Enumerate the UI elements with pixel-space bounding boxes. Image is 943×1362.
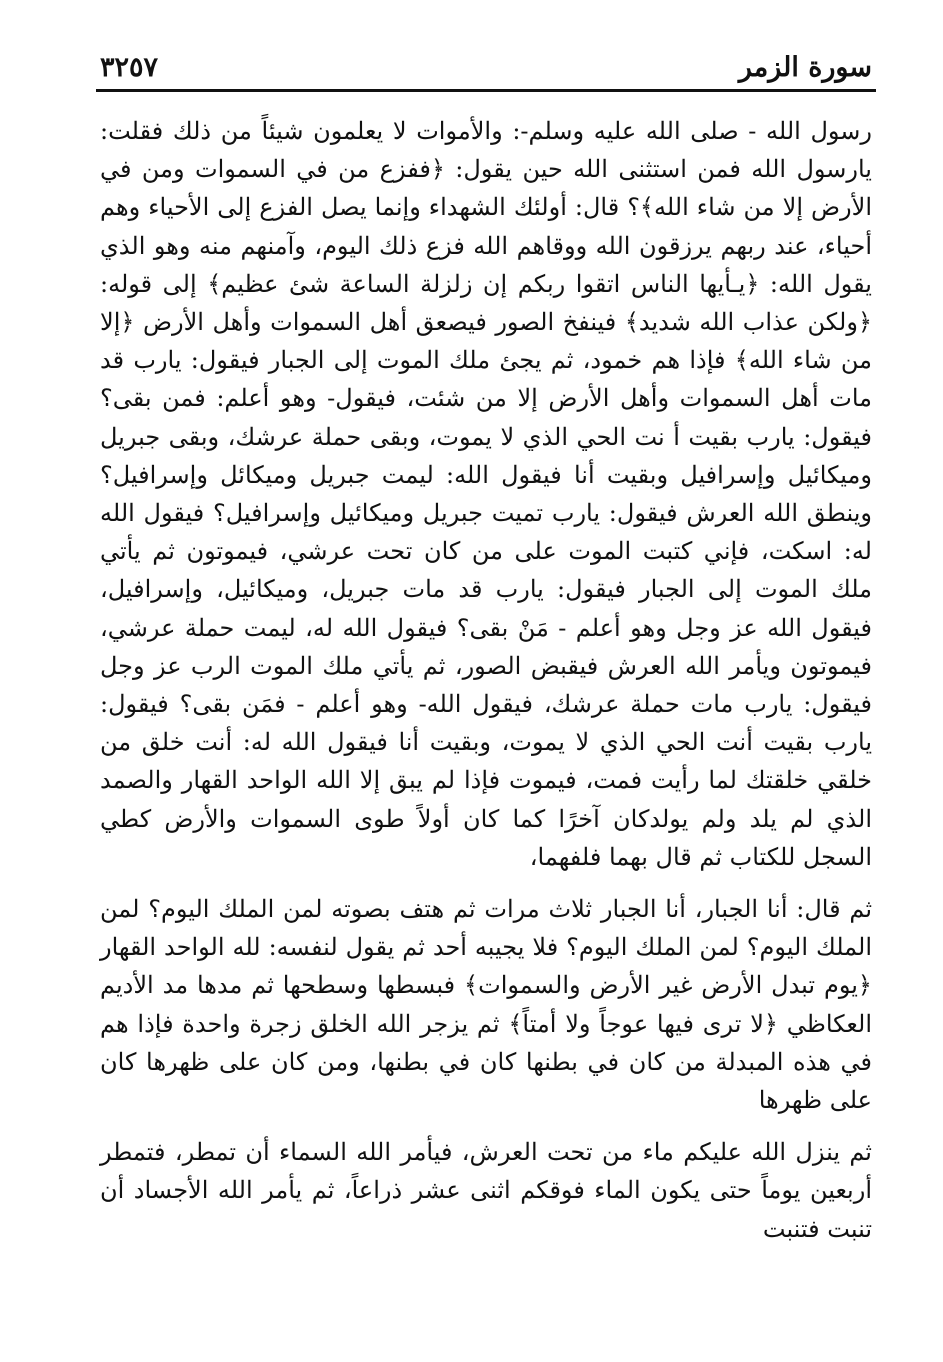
page-header [96,40,876,92]
surah-title: سورة الزمر [738,52,872,83]
paragraph-3: ثم ينزل الله عليكم ماء من تحت العرش، فيأمر الله السماء أن تمطر، فتمطر أربعين يوماً حتى يكون الماء فوقكم اثنى عشر ذراعاً، ثم يأمر الله الأجساد أن تنبت فتنبت [100,1138,872,1243]
paragraph-2: ثم قال: أنا الجبار، أنا الجبار ثلاث مرات ثم هتف بصوته لمن الملك اليوم؟ لمن الملك اليوم؟ لمن الملك اليوم؟ فلا يجيبه أحد ثم يقول لنفسه: لله الواحد القهار ﴿يوم تبدل الأرض غير الأرض والسموات﴾ فبسطها وسطحها ثم مدها مد الأديم العكاظي ﴿لا ترى فيها عوجاً ولا أمتاً﴾ ثم يزجر الله الخلق زجرة واحدة فإذا هم في هذه المبدلة من كان في بطنها كان في بطنها، ومن كان على ظهرها كان على ظهرها [100,895,872,1115]
header-rule [96,89,876,92]
page-number: ٣٢٥٧ [100,52,159,83]
paragraph-1: رسول الله - صلى الله عليه وسلم-: والأموات لا يعلمون شيئاً من ذلك فقلت: يارسول الله فمن استثنى الله حين يقول: ﴿ففزع من في السموات ومن في الأرض إلا من شاء الله﴾؟ قال: أولئك الشهداء وإنما يصل الفزع إلى الأحياء وهم أحياء، عند ربهم يرزقون الله ووقاهم الله فزع ذلك اليوم، وآمنهم منه وهو الذي يقول الله: ﴿يـأيها الناس اتقوا ربكم إن زلزلة الساعة شئ عظيم﴾ إلى قوله: ﴿ولكن عذاب الله شديد﴾ فينفخ الصور فيصعق أهل السموات وأهل الأرض ﴿إلا من شاء الله﴾ فإذا هم خمود، ثم يجئ ملك الموت إلى الجبار فيقول: يارب قد مات أهل السموات وأهل الأرض إلا من شئت، فيقول- وهو أعلم: فمن بقى؟ فيقول: يارب بقيت أ نت الحي الذي لا يموت، وبقى حملة عرشك، وبقى جبريل وميكائيل وإسرافيل وبقيت أنا فيقول الله: ليمت جبريل وميكائل وإسرافيل؟ وينطق الله العرش فيقول: يارب تميت جبريل وميكائيل وإسرافيل؟ فيقول الله له: اسكت، فإني كتبت الموت على من كان تحت عرشي، فيموتون ثم يأتي ملك الموت إلى الجبار فيقول: يارب قد مات جبريل، وميكائيل، وإسرافيل، فيقول الله عز وجل وهو أعلم - مَنْ بقى؟ فيقول الله له، ليمت حملة عرشي، فيموتون ويأمر الله العرش فيقبض الصور، ثم يأتي ملك الموت الرب عز وجل فيقول: يارب مات حملة عرشك، فيقول الله- وهو أعلم - فمَن بقى؟ فيقول: يارب بقيت أنت الحي الذي لا يموت، وبقيت أنا فيقول الله له: أنت خلق من خلقي خلقتك لما رأيت فمت، فيموت فإذا لم يبق إلا الله الواحد القهار والصمد الذي لم يلد ولم يولدكان آخرًا كما كان أولاً طوى السموات والأرض كطي السجل للكتاب ثم قال بهما فلفهما، [100,117,873,871]
page-body [100,112,872,1248]
